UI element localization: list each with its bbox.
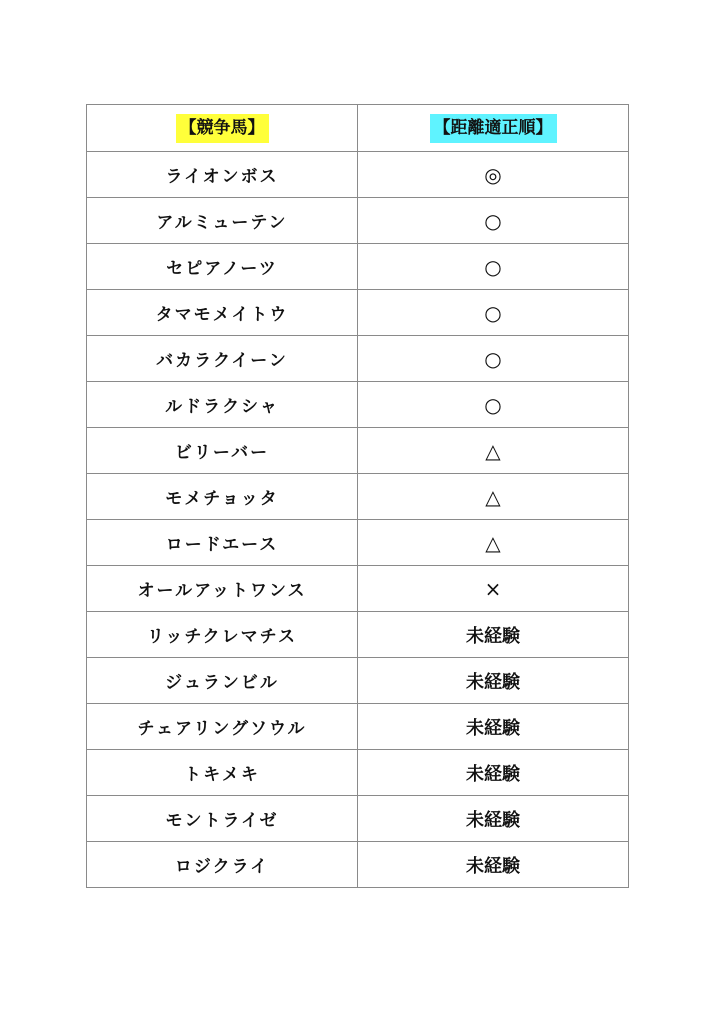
header-distance-label: 【距離適正順】: [430, 114, 557, 143]
horse-name-cell: バカラクイーン: [87, 336, 358, 382]
horse-name-cell: アルミューテン: [87, 198, 358, 244]
rating-cell: ○: [358, 382, 629, 428]
table-row: [87, 336, 629, 382]
horse-name-cell: ロジクライ: [87, 842, 358, 888]
rating-cell: △: [358, 520, 629, 566]
table-row: [87, 198, 629, 244]
table-row: [87, 428, 629, 474]
rating-cell: △: [358, 474, 629, 520]
horse-name-cell: ロードエース: [87, 520, 358, 566]
rating-cell: 未経験: [358, 704, 629, 750]
rating-cell: 未経験: [358, 750, 629, 796]
table-row: [87, 704, 629, 750]
horse-name-cell: セピアノーツ: [87, 244, 358, 290]
header-row: [87, 105, 629, 152]
table-row: [87, 520, 629, 566]
table-row: [87, 566, 629, 612]
horse-name-cell: モメチョッタ: [87, 474, 358, 520]
rating-cell: 未経験: [358, 658, 629, 704]
rating-cell: ×: [358, 566, 629, 612]
rating-cell: △: [358, 428, 629, 474]
rating-cell: ○: [358, 336, 629, 382]
rating-cell: 未経験: [358, 796, 629, 842]
horse-name-cell: トキメキ: [87, 750, 358, 796]
table-row: [87, 612, 629, 658]
horse-name-cell: ビリーバー: [87, 428, 358, 474]
distance-aptitude-table: [86, 104, 629, 888]
table-row: [87, 658, 629, 704]
rating-cell: ○: [358, 290, 629, 336]
rating-cell: 未経験: [358, 612, 629, 658]
table-row: [87, 750, 629, 796]
table-row: [87, 474, 629, 520]
header-horse-label: 【競争馬】: [176, 114, 269, 143]
table-row: [87, 244, 629, 290]
horse-name-cell: リッチクレマチス: [87, 612, 358, 658]
rating-cell: 未経験: [358, 842, 629, 888]
rating-cell: ◎: [358, 152, 629, 198]
horse-name-cell: ライオンボス: [87, 152, 358, 198]
rating-cell: ○: [358, 198, 629, 244]
rating-cell: ○: [358, 244, 629, 290]
distance-aptitude-sheet: [86, 104, 628, 888]
horse-name-cell: タマモメイトウ: [87, 290, 358, 336]
table-row: [87, 152, 629, 198]
horse-name-cell: チェアリングソウル: [87, 704, 358, 750]
table-row: [87, 842, 629, 888]
table-row: [87, 796, 629, 842]
horse-name-cell: オールアットワンス: [87, 566, 358, 612]
horse-name-cell: ジュランビル: [87, 658, 358, 704]
header-cell-distance: [358, 105, 629, 152]
horse-name-cell: モントライゼ: [87, 796, 358, 842]
table-row: [87, 290, 629, 336]
horse-name-cell: ルドラクシャ: [87, 382, 358, 428]
table-row: [87, 382, 629, 428]
header-cell-horse: [87, 105, 358, 152]
